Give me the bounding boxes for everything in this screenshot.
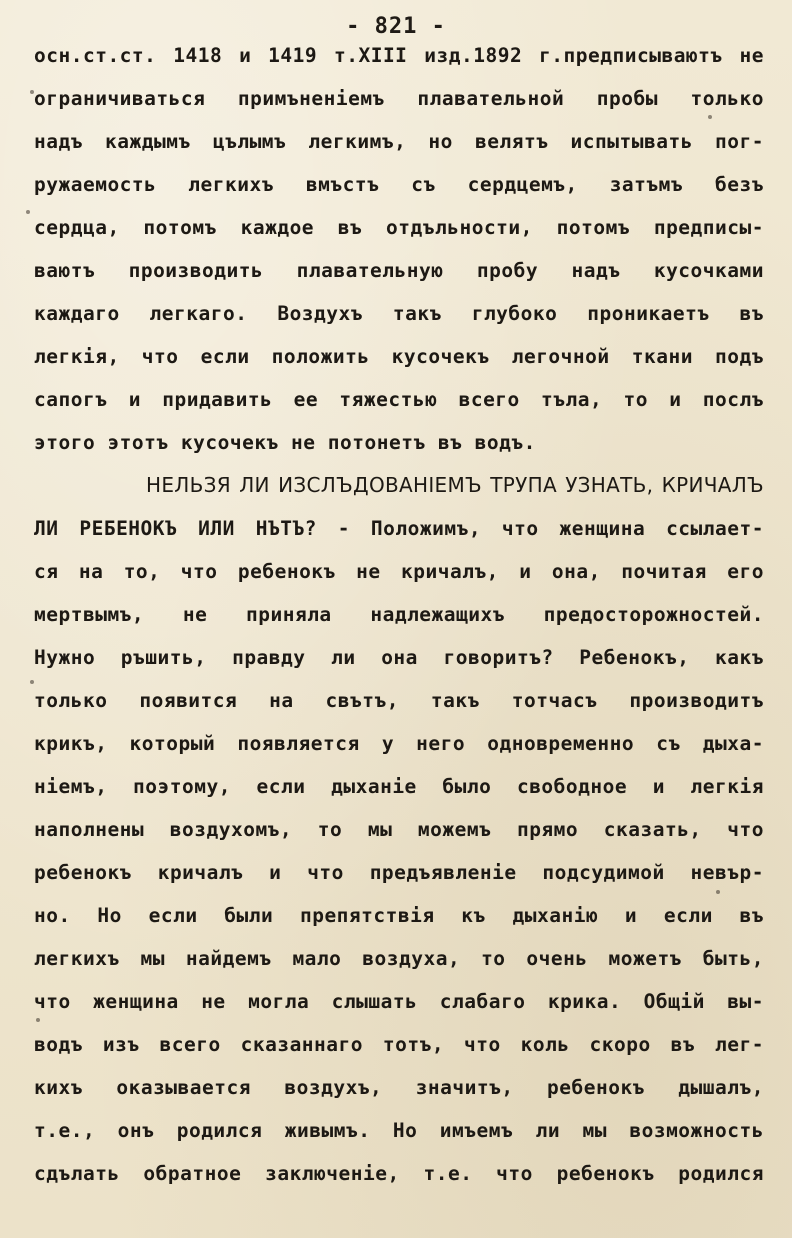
- text-line: крикъ, который появляется у него одновременно съ дыха-: [34, 732, 764, 755]
- text-line: ся на то, что ребенокъ не кричалъ, и она, почитая его: [34, 560, 764, 583]
- ink-speck: [30, 90, 34, 94]
- ink-speck: [36, 1018, 40, 1022]
- text-line: только появится на свътъ, такъ тотчасъ производитъ: [34, 689, 764, 712]
- text-line: Нужно ръшить, правду ли она говоритъ? Ребенокъ, какъ: [34, 646, 764, 669]
- text-line: ребенокъ кричалъ и что предъявленiе подсудимой невър-: [34, 861, 764, 884]
- text-line: легкихъ мы найдемъ мало воздуха, то очень можетъ быть,: [34, 947, 764, 970]
- text-line: ваютъ производить плавательную пробу надъ кусочками: [34, 259, 764, 282]
- ink-speck: [26, 210, 30, 214]
- text-line: сапогъ и придавить ее тяжестью всего тъла, то и послъ: [34, 388, 764, 411]
- body-text: [34, 34, 764, 1195]
- text-line: легкiя, что если положить кусочекъ легочной ткани подъ: [34, 345, 764, 368]
- text-line: нiемъ, поэтому, если дыханiе было свободное и легкiя: [34, 775, 764, 798]
- ink-speck: [708, 115, 712, 119]
- text-line: кихъ оказывается воздухъ, значитъ, ребенокъ дышалъ,: [34, 1076, 764, 1099]
- text-line: что женщина не могла слышать слабаго крика. Общiй вы-: [34, 990, 764, 1013]
- text-line: ружаемость легкихъ вмъстъ съ сердцемъ, затъмъ безъ: [34, 173, 764, 196]
- text-line: но. Но если были препятствiя къ дыханiю и если въ: [34, 904, 764, 927]
- text-line: этого этотъ кусочекъ не потонетъ въ водъ.: [34, 431, 536, 454]
- page-number: - 821 -: [346, 14, 446, 39]
- text-line: каждаго легкаго. Воздухъ такъ глубоко проникаетъ въ: [34, 302, 764, 325]
- ink-speck: [716, 890, 720, 894]
- text-line: т.е., онъ родился живымъ. Но имъемъ ли мы возможность: [34, 1119, 764, 1142]
- text-line: осн.ст.ст. 1418 и 1419 т.XIII изд.1892 г.предписываютъ не: [34, 44, 764, 67]
- text-line: ограничиваться примъненiемъ плавательной пробы только: [34, 87, 764, 110]
- text-line: наполнены воздухомъ, то мы можемъ прямо сказать, что: [34, 818, 764, 841]
- text-line: надъ каждымъ цълымъ легкимъ, но велятъ испытывать пог-: [34, 130, 764, 153]
- ink-speck: [30, 680, 34, 684]
- text-line: мертвымъ, не приняла надлежащихъ предосторожностей.: [34, 603, 764, 626]
- text-line: ЛИ РЕБЕНОКЪ ИЛИ НЪТЪ? - Положимъ, что женщина ссылает-: [34, 517, 764, 540]
- text-line: сердца, потомъ каждое въ отдъльности, потомъ предписы-: [34, 216, 764, 239]
- text-line: водъ изъ всего сказаннаго тотъ, что коль скоро въ лег-: [34, 1033, 764, 1056]
- section-heading: НЕЛЬЗЯ ЛИ ИЗСЛЪДОВАНIЕМЪ ТРУПА УЗНАТЬ, КРИЧАЛЪ: [146, 473, 764, 497]
- text-line: сдълать обратное заключенiе, т.е. что ребенокъ родился: [34, 1162, 764, 1185]
